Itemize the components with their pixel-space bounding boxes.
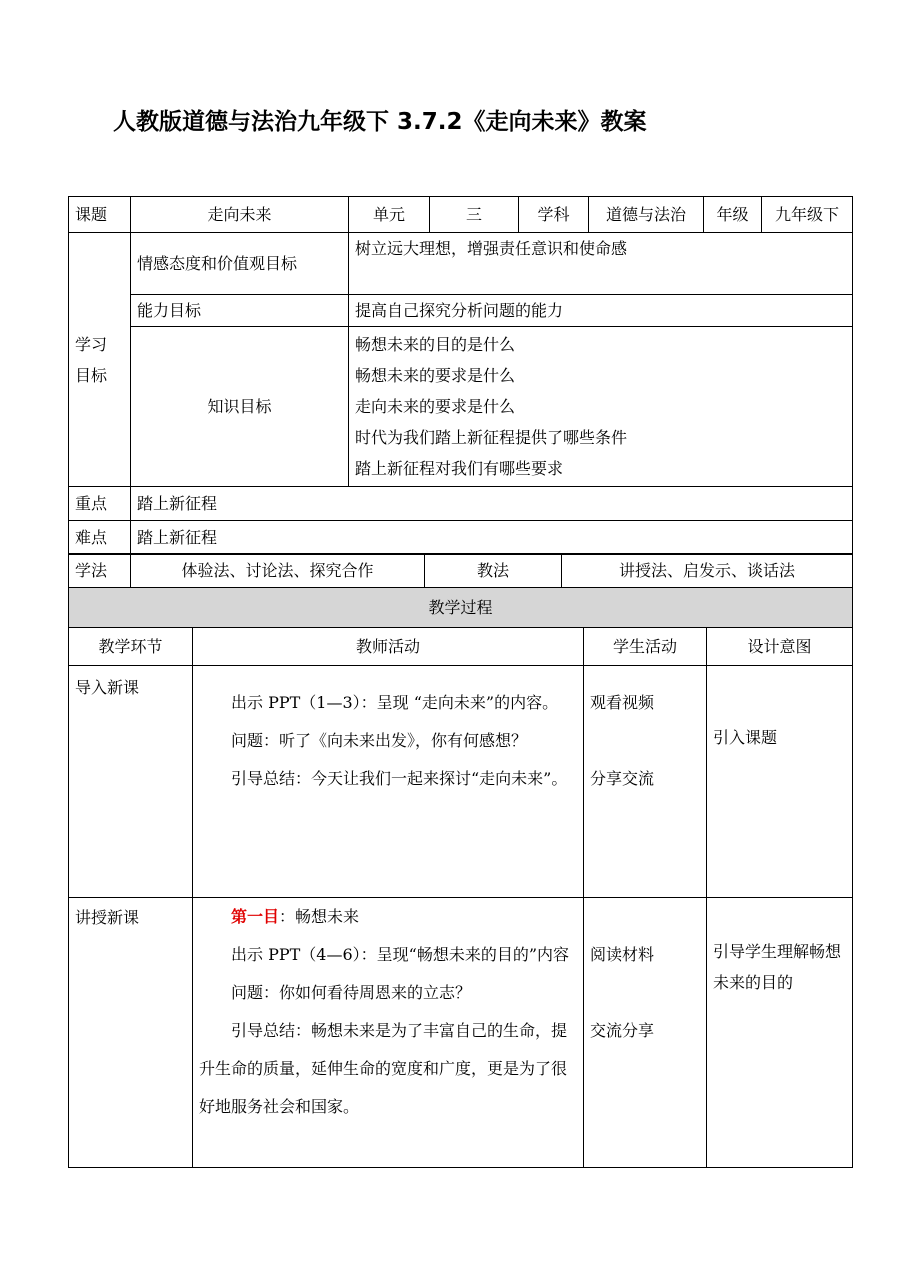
teacher-paragraph: 问题：听了《向未来出发》，你有何感想？ [231, 731, 528, 750]
process-table [68, 587, 853, 1168]
difficult-label: 难点 [69, 521, 131, 555]
goals-label: 学习目标 [69, 233, 131, 487]
header-stage: 教学环节 [69, 628, 193, 666]
difficult-value: 踏上新征程 [131, 521, 853, 555]
course-label: 课题 [69, 197, 131, 233]
key-label: 重点 [69, 487, 131, 521]
unit-value: 三 [430, 197, 519, 233]
header-student: 学生活动 [584, 628, 707, 666]
teacher-paragraph: 引导总结：畅想未来是为了丰富自己的生命，提升生命的质量，延伸生命的宽度和广度，更是为了很好地服务社会和国家。 [199, 1021, 568, 1116]
subject-label: 学科 [519, 197, 589, 233]
emotion-label: 情感态度和价值观目标 [131, 233, 349, 295]
unit-label: 单元 [349, 197, 430, 233]
knowledge-item: 畅想未来的目的是什么 [355, 335, 516, 354]
student-activity: 阅读材料 [590, 945, 655, 964]
teacher-paragraph: 出示 PPT（4—6）：呈现“畅想未来的目的”内容 [231, 945, 570, 964]
course-value: 走向未来 [131, 197, 349, 233]
methods-table [68, 553, 853, 588]
knowledge-item: 畅想未来的要求是什么 [355, 366, 516, 385]
document-title: 人教版道德与法治九年级下 3.7.2《走向未来》教案 [113, 109, 647, 135]
teacher-cell [193, 666, 584, 898]
header-teacher: 教师活动 [193, 628, 584, 666]
teacher-cell [193, 898, 584, 1168]
knowledge-label: 知识目标 [131, 327, 349, 487]
knowledge-item: 走向未来的要求是什么 [355, 397, 516, 416]
info-table [68, 196, 853, 555]
student-activity: 交流分享 [590, 1021, 655, 1040]
ability-value: 提高自己探究分析问题的能力 [349, 295, 853, 327]
knowledge-item: 时代为我们踏上新征程提供了哪些条件 [355, 428, 628, 447]
knowledge-item: 踏上新征程对我们有哪些要求 [355, 459, 564, 478]
stage-cell: 讲授新课 [69, 898, 193, 1168]
student-activity: 观看视频 [590, 693, 655, 712]
teach-method-label: 教法 [425, 554, 562, 588]
stage-cell: 导入新课 [69, 666, 193, 898]
section-heading [199, 898, 577, 936]
teach-method-value: 讲授法、启发示、谈话法 [562, 554, 853, 588]
intent-cell: 引导学生理解畅想未来的目的 [707, 898, 853, 1168]
student-cell [584, 898, 707, 1168]
header-intent: 设计意图 [707, 628, 853, 666]
teacher-paragraph: 问题：你如何看待周恩来的立志？ [231, 983, 472, 1002]
teacher-paragraph: 出示 PPT（1—3）：呈现 “走向未来”的内容。 [231, 693, 559, 712]
study-method-value: 体验法、讨论法、探究合作 [131, 554, 425, 588]
grade-label: 年级 [704, 197, 762, 233]
section-title: ：畅想未来 [279, 907, 360, 926]
key-value: 踏上新征程 [131, 487, 853, 521]
study-method-label: 学法 [69, 554, 131, 588]
process-title: 教学过程 [69, 588, 853, 628]
student-cell [584, 666, 707, 898]
knowledge-list [349, 327, 853, 487]
emotion-value: 树立远大理想，增强责任意识和使命感 [349, 233, 853, 295]
student-activity: 分享交流 [590, 769, 655, 788]
intent-cell: 引入课题 [707, 666, 853, 898]
ability-label: 能力目标 [131, 295, 349, 327]
teacher-paragraph: 引导总结：今天让我们一起来探讨“走向未来”。 [231, 769, 568, 788]
section-label: 第一目 [231, 907, 280, 926]
subject-value: 道德与法治 [589, 197, 704, 233]
grade-value: 九年级下 [762, 197, 853, 233]
